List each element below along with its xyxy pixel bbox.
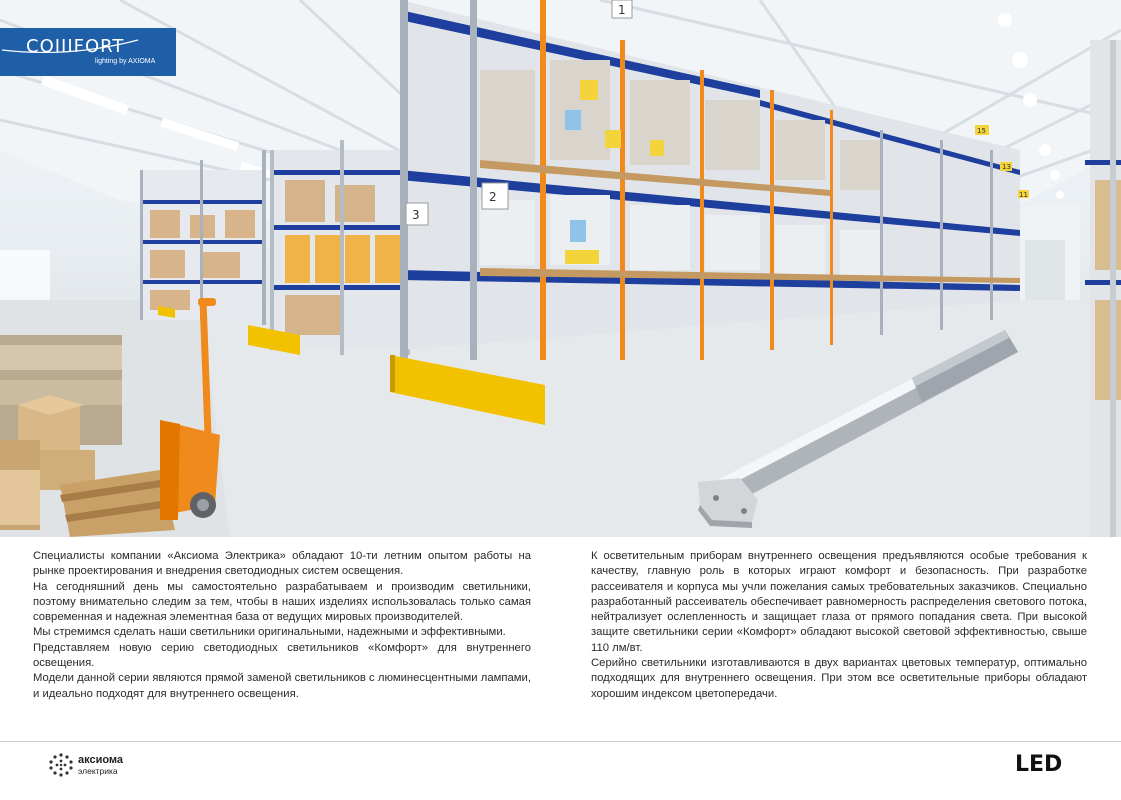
paragraph: Модели данной серии являются прямой заменой светильников с люминесцентными лампами, и идеально подходят для внутреннего освещения. [33,672,531,700]
ceiling-number-13: 13 [1002,163,1011,171]
footer-company-logo [48,752,138,778]
rack-number-3: 3 [412,208,420,222]
text-column-left [33,549,531,702]
axioma-dots-icon [48,752,74,778]
ceiling-number-11: 11 [1019,191,1028,199]
paragraph: Представляем новую серию светодиодных светильников «Комфорт» для внутреннего освещения. [33,641,531,670]
paragraph: На сегодняшний день мы самостоятельно разрабатываем и производим светильники, поэтому внимательно следим за тем, чтобы в наших изделиях использовалась только самая современная и надежная элементная база от ведущих мировых производителей. [33,580,531,624]
footer-divider [0,741,1121,742]
brand-name: COIIIFORT [26,36,125,57]
brand-tagline: lighting by AXIOMA [95,58,156,65]
paragraph: К осветительным приборам внутреннего освещения предъявляются особые требования к качеству, главную роль в которых играют комфорт и безопасность. При разработке рассеивателя и корпуса мы учли пожелания самых требовательных заказчиков. Специально разработанный рассеиватель обеспечивает равномерность распределения светового потока, нейтрализует ослепленность и защищает глаза от прямого попадания света. При высокой защите светильники серии «Комфорт» обладают высокой световой эффективностью, свыше 110 лм/вт. [591,550,1087,654]
paragraph: Мы стремимся сделать наши светильники оригинальными, надежными и эффективными. [33,626,506,639]
paragraph: Специалисты компании «Аксиома Электрика» обладают 10-ти летним опытом работы на рынке проектирования и внедрения светодиодных систем освещения. [33,550,531,578]
rack-number-1: 1 [618,3,626,17]
company-subtitle: электрика [78,766,118,776]
company-name: аксиома [78,754,124,766]
text-column-right [591,549,1087,702]
rack-number-2: 2 [489,190,497,204]
ceiling-number-15: 15 [977,127,986,135]
led-badge: LED [1015,752,1063,777]
paragraph: Серийно светильники изготавливаются в двух вариантах цветовых температур, оптимально подходящих для внутреннего освещения. При этом все осветительные приборы обладают хорошим индексом цветопередачи. [591,657,1087,700]
brand-logo [0,28,176,76]
